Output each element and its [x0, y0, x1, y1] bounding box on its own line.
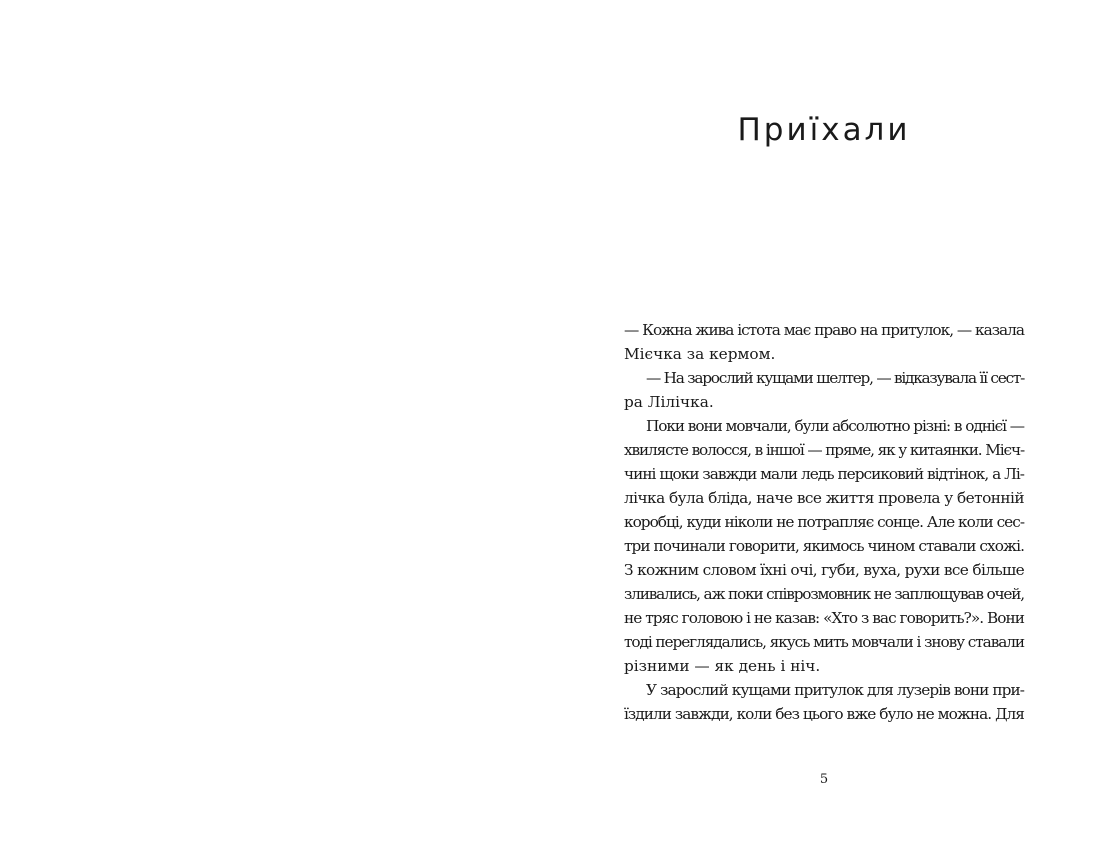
left-page-blank: [0, 0, 552, 850]
text-line: не тряс головою і не казав: «Хто з вас говорить?». Вони: [624, 609, 1024, 627]
text-line: їздили завжди, коли без цього вже було не можна. Для: [624, 705, 1024, 723]
text-line: зливались, аж поки співрозмовник не заплющував очей,: [624, 585, 1024, 603]
text-line: Поки вони мовчали, були абсолютно різні: в однієї —: [646, 417, 1024, 435]
text-line: різними — як день і ніч.: [624, 657, 821, 675]
text-line: чині щоки завжди мали ледь персиковий відтінок, а Лі-: [624, 465, 1024, 483]
text-line: лічка була бліда, наче все життя провела у бетонній: [624, 489, 1024, 507]
text-line: коробці, куди ніколи не потрапляє сонце. Але коли сес-: [624, 513, 1024, 531]
text-line: У зарослий кущами притулок для лузерів вони при-: [646, 681, 1024, 699]
text-line: З кожним словом їхні очі, губи, вуха, рухи все більше: [624, 561, 1024, 579]
text-line: — Кожна жива істота має право на притулок, — казала: [624, 321, 1024, 339]
text-line: — На зарослий кущами шелтер, — відказувала її сест-: [646, 369, 1024, 387]
page-number: 5: [819, 772, 829, 787]
text-line: три починали говорити, якимось чином ставали схожі.: [624, 537, 1024, 555]
text-line: хвилясте волосся, в іншої — пряме, як у китаянки. Мієч-: [624, 441, 1024, 459]
text-line: Мієчка за кермом.: [624, 345, 776, 363]
chapter-title: Приїхали: [737, 112, 911, 148]
text-line: ра Лілічка.: [624, 393, 714, 411]
text-line: тоді переглядались, якусь мить мовчали і знову ставали: [624, 633, 1024, 651]
chapter-body-text: [624, 318, 1024, 726]
